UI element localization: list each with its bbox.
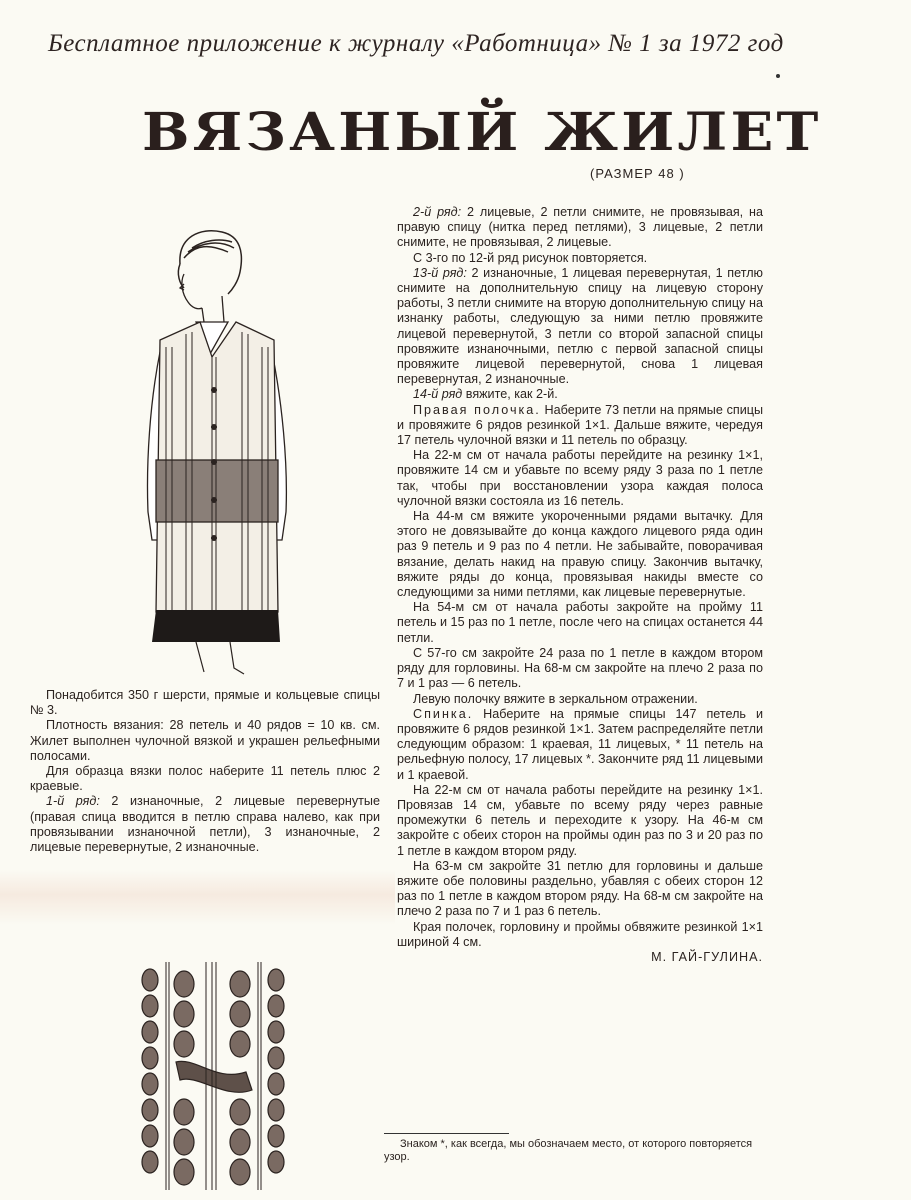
finish-paragraph: Края полочек, горловину и проймы обвяжите резинкой 1×1 шириной 4 см. bbox=[397, 919, 763, 949]
left-text-column bbox=[30, 688, 380, 855]
vest-body bbox=[156, 322, 278, 612]
row2-label: 2-й ряд: bbox=[413, 205, 462, 219]
right-front-paragraph bbox=[397, 403, 763, 449]
footnote-rule bbox=[384, 1133, 509, 1134]
sample-paragraph: Для образца вязки полос наберите 11 петель плюс 2 краевые. bbox=[30, 764, 380, 794]
row2-text: 2 лицевые, 2 петли снимите, не провязывая, на правую спицу (нитка перед петлями), 3 лицевые, 2 петли снимите, не провязывая, 2 лицевые. bbox=[397, 205, 763, 250]
row14-text: вяжите, как 2-й. bbox=[462, 387, 558, 402]
left-front-paragraph: Левую полочку вяжите в зеркальном отражении. bbox=[413, 691, 698, 706]
row1-label: 1-й ряд: bbox=[46, 794, 100, 809]
right-front-text: Наберите 73 петли на прямые спицы и провяжите 6 рядов резинкой 1×1. Дальше вяжите, чередуя 17 петель чулочной вязки и 11 петель по образцу. bbox=[397, 402, 763, 448]
hair bbox=[178, 231, 241, 294]
legs bbox=[196, 642, 244, 674]
row1-paragraph bbox=[30, 794, 380, 855]
dart-paragraph: На 44-м см вяжите укороченными рядами вытачку. Для этого не довязывайте до конца каждого лицевого ряда один раз 9 петель и 9 раз по 4 петли. Не забывайте, поворачивая вязание, делать накид на правую спицу. Закончив вытачку, вяжите ряды до конца, провязывая накиды вместе со следующими за ними петлями, как лицевые перевернутые. bbox=[397, 509, 763, 600]
back-text: Наберите на прямые спицы 147 петель и провяжите 6 рядов резинкой 1×1. Затем распределяйте петли следующим образом: 1 краевая, 11 лицевых, * 11 петель на рельефную полосу, 17 лицевых *. Закончите ряд 11 лицевыми и 1 краевой. bbox=[397, 706, 763, 782]
skirt bbox=[152, 610, 280, 642]
row14-label: 14-й ряд bbox=[413, 387, 463, 402]
face bbox=[180, 274, 224, 322]
row1-text: 2 изнаночные, 2 лицевые перевернутые (правая спица вводится в петлю справа налево, как при провязывании изнаночной петли), 3 изнаночные, 2 лицевые перевернутые, 2 изнаночные. bbox=[30, 794, 380, 855]
page-stain bbox=[0, 870, 395, 925]
back-paragraph bbox=[397, 707, 763, 783]
row2-paragraph bbox=[397, 205, 763, 251]
right-text-column bbox=[397, 205, 763, 965]
neckline-paragraph: С 57-го см закройте 24 раза по 1 петле в каждом втором ряду для горловины. На 68-м см закройте на плечо 2 раза по 7 и 1 раз — 6 петель. bbox=[397, 645, 763, 691]
repeat-paragraph: С 3-го по 12-й ряд рисунок повторяется. bbox=[413, 250, 648, 265]
footnote: Знаком *, как всегда, мы обозначаем место, от которого повторяется узор. bbox=[384, 1138, 753, 1163]
gauge-paragraph: Плотность вязания: 28 петель и 40 рядов = 10 кв. см. Жилет выполнен чулочной вязкой и украшен рельефными полосами. bbox=[30, 718, 380, 763]
supplement-header: Бесплатное приложение к журналу «Работница» № 1 за 1972 год bbox=[48, 30, 784, 57]
ink-dot bbox=[776, 74, 780, 78]
back-neck-paragraph: На 63-м см закройте 31 петлю для горловины и дальше вяжите обе половины раздельно, убавляя с обеих сторон 12 раз по 1 петле в каждом втором ряду. На 68-м см закройте на плечо 2 раза по 7 и 1 раз 6 петель. bbox=[397, 858, 763, 919]
rib-paragraph: На 22-м см от начала работы перейдите на резинку 1×1, провяжите 14 см и убавьте по всему ряду 3 раза по 1 петле так, чтобы при восстановлении узора каждая полоса чулочной вязки состояла из 16 петель. bbox=[397, 448, 763, 508]
row13-paragraph bbox=[397, 266, 763, 388]
back-label: Спинка. bbox=[413, 706, 474, 721]
row13-label: 13-й ряд: bbox=[413, 265, 467, 280]
row14-paragraph bbox=[397, 387, 763, 402]
back-rib-paragraph: На 22-м см от начала работы перейдите на резинку 1×1. Провязав 14 см, убавьте по всему ряду через равные промежутки 6 петель и переходите к узору. На 46-м см закройте с обеих сторон на проймы один раз по 3 и 20 раз по 1 петле в каждом втором ряду. bbox=[397, 782, 763, 858]
armhole-paragraph: На 54-м см от начала работы закройте на пройму 11 петель и 15 раз по 1 петле, после чего на спицах останется 44 петли. bbox=[397, 600, 763, 645]
right-front-label: Правая полочка. bbox=[413, 402, 541, 417]
stitch-pattern-illustration bbox=[136, 962, 291, 1190]
author-signature: М. ГАЙ-ГУЛИНА. bbox=[651, 949, 763, 964]
page-title: ВЯЗАНЫЙ ЖИЛЕТ bbox=[142, 102, 822, 163]
materials-paragraph: Понадобится 350 г шерсти, прямые и кольцевые спицы № 3. bbox=[30, 688, 380, 718]
row13-text: 2 изнаночные, 1 лицевая перевернутая, 1 петлю снимите на дополнительную спицу на лицевую сторону работы, 3 петли снимите на вторую дополнительную спицу на изнанку работы, следующую за ними петлю провяжите лицевой перевернутой, 3 петли со второй запасной спицы провяжите изнаночными, петлю с первой запасной спицы провяжите лицевой перевернутой, снова 1 лицевая перевернутая, 2 изнаночные. bbox=[397, 265, 763, 387]
vest-illustration bbox=[140, 222, 300, 680]
size-label: (РАЗМЕР 48 ) bbox=[590, 166, 685, 181]
